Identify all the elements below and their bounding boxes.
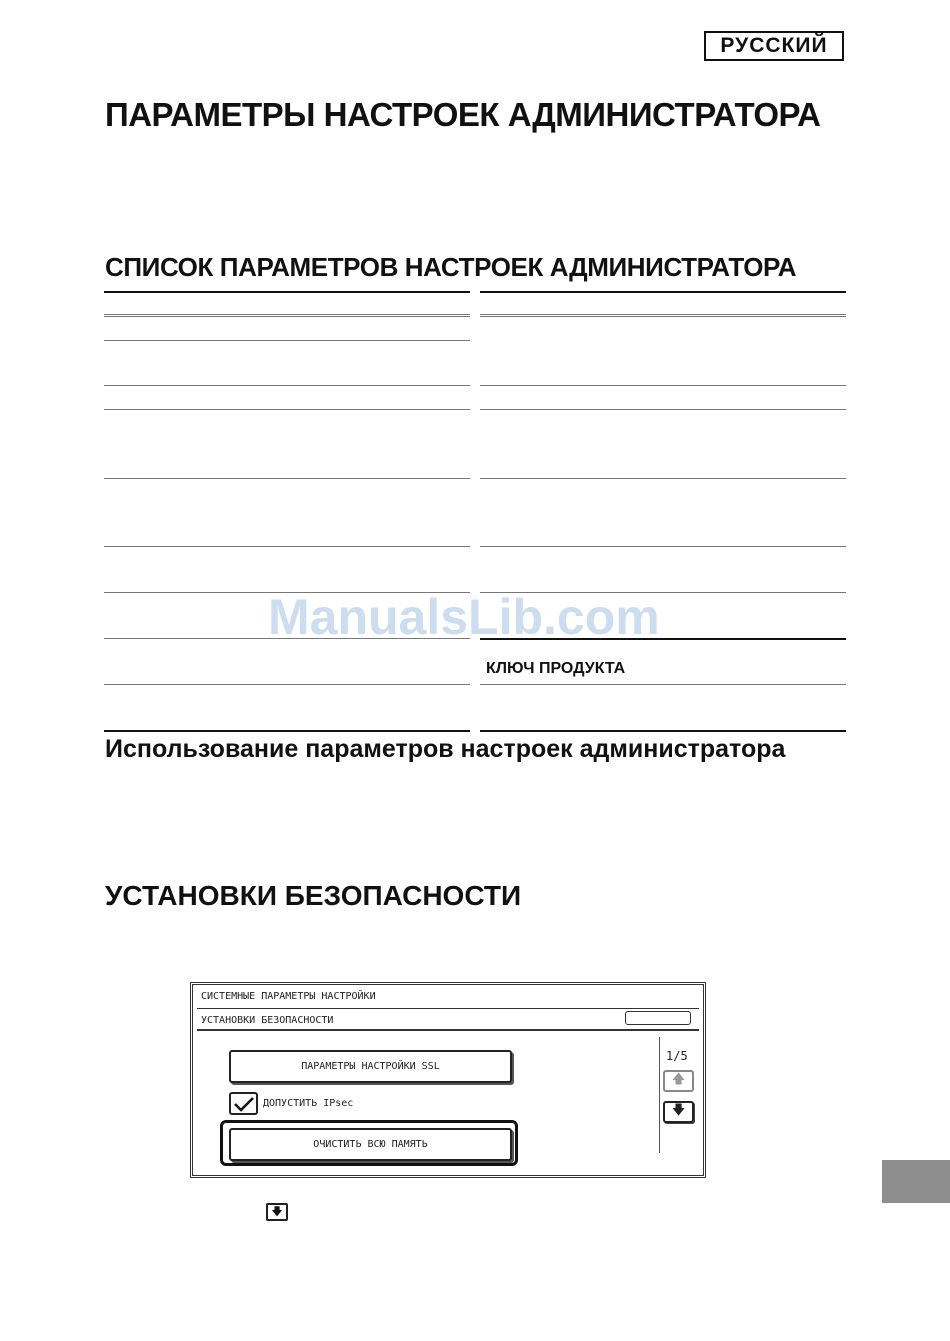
page-title: ПАРАМЕТРЫ НАСТРОЕК АДМИНИСТРАТОРА [105,96,821,133]
ok-button[interactable] [625,1011,691,1025]
watermark: ManualsLib.com [268,589,660,645]
table-rule [104,291,470,293]
page-down-button[interactable] [663,1101,694,1123]
table-rule [104,385,470,386]
up-arrow-icon: 🡅 [671,1072,686,1087]
panel-subtitle: УСТАНОВКИ БЕЗОПАСНОСТИ [201,1015,334,1026]
table-rule [104,409,470,410]
table-rule [104,730,470,732]
side-index-tab [882,1160,950,1203]
table-rule [480,684,846,685]
panel-divider [197,1008,699,1009]
clear-all-memory-button[interactable]: ОЧИСТИТЬ ВСЮ ПАМЯТЬ [229,1128,512,1161]
table-rule [480,385,846,386]
table-rule [104,478,470,479]
down-arrow-icon: 🡇 [266,1203,288,1221]
language-badge: РУССКИЙ [704,31,844,61]
down-arrow-icon: 🡇 [671,1103,686,1118]
ipsec-checkbox[interactable] [229,1092,258,1115]
ssl-settings-button[interactable]: ПАРАМЕТРЫ НАСТРОЙКИ SSL [229,1050,512,1083]
pager-divider [659,1037,660,1153]
table-rule [104,340,470,341]
usage-section-title: Использование параметров настроек администратора [105,735,786,763]
ipsec-label: ДОПУСТИТЬ IPsec [263,1098,354,1109]
table-rule [104,684,470,685]
product-key-label: КЛЮЧ ПРОДУКТА [486,660,626,677]
table-rule [480,546,846,547]
table-rule [480,291,846,293]
security-section-title: УСТАНОВКИ БЕЗОПАСНОСТИ [105,880,522,911]
table-rule [104,314,470,317]
table-rule [480,478,846,479]
list-section-title: СПИСОК ПАРАМЕТРОВ НАСТРОЕК АДМИНИСТРАТОРА [105,252,797,282]
panel-title: СИСТЕМНЫЕ ПАРАМЕТРЫ НАСТРОЙКИ [201,991,376,1002]
panel-divider [197,1029,699,1031]
table-rule [104,546,470,547]
checkmark-icon [233,1096,255,1112]
page-up-button[interactable] [663,1070,694,1092]
table-rule [480,730,846,732]
table-rule [480,409,846,410]
page-indicator: 1/5 [666,1049,688,1063]
security-settings-panel [190,982,706,1178]
table-rule [480,314,846,317]
